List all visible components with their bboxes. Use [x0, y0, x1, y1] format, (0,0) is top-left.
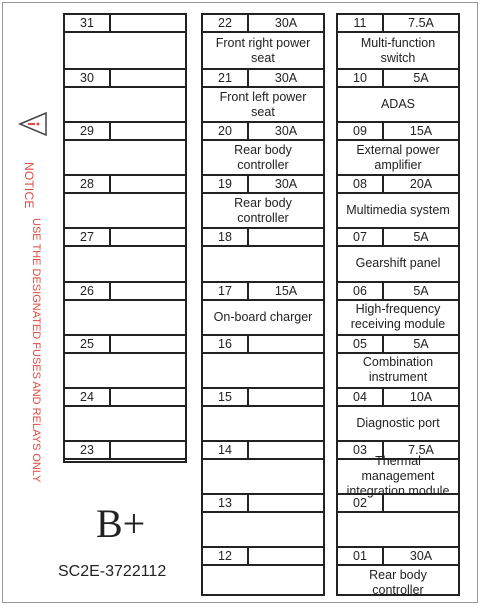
fuse-header: [338, 123, 458, 141]
fuse-number: 26: [65, 283, 111, 299]
fuse-amperage: [249, 548, 323, 564]
part-number: SC2E-3722112: [58, 563, 167, 580]
fuse-slot: [338, 440, 458, 498]
fuse-slot: [65, 440, 185, 493]
fuse-slot: [203, 493, 323, 546]
fuse-amperage: 10A: [409, 389, 433, 404]
fuse-slot: [65, 121, 185, 174]
fuse-slot: [203, 121, 323, 174]
fuse-number: 25: [65, 336, 111, 352]
fuse-header: [338, 336, 458, 354]
fuse-number: 23: [65, 442, 111, 458]
fuse-label: Multi-function switch: [360, 35, 436, 65]
fuse-amperage: 30A: [274, 16, 298, 30]
fuse-slot: [65, 387, 185, 440]
fuse-slot: [203, 15, 323, 68]
fuse-label: Front right power seat: [215, 35, 311, 65]
fuse-header: [203, 70, 323, 88]
fuse-slot: [338, 387, 458, 440]
fuse-number: 27: [65, 229, 111, 245]
fuse-header: [65, 70, 185, 88]
fuse-header: [338, 229, 458, 247]
fuse-amperage: [249, 495, 323, 511]
fuse-amperage: [111, 123, 185, 139]
fuse-column-left: [63, 13, 187, 463]
fuse-amperage: [111, 442, 185, 458]
fuse-slot: [338, 121, 458, 174]
fuse-slot: [203, 174, 323, 227]
fuse-slot: [65, 68, 185, 121]
fuse-amperage: 30A: [274, 124, 298, 139]
fuse-header: [203, 283, 323, 301]
fuse-number: 09: [338, 123, 384, 139]
fuse-number: 29: [65, 123, 111, 139]
fuse-slot: [203, 68, 323, 121]
fuse-number: 19: [203, 176, 249, 192]
fuse-label: ADAS: [380, 97, 416, 112]
fuse-label: [203, 566, 323, 599]
fuse-amperage: 30A: [274, 71, 298, 86]
fuse-header: [338, 389, 458, 407]
notice-text: USE THE DESIGNATED FUSES AND RELAYS ONLY: [30, 218, 42, 483]
fuse-header: [203, 176, 323, 194]
fuse-slot: [203, 440, 323, 493]
fuse-label: Gearshift panel: [355, 256, 441, 271]
fuse-number: 24: [65, 389, 111, 405]
fuse-header: [338, 70, 458, 88]
fuse-label: Combination instrument: [362, 355, 434, 385]
fuse-header: [338, 283, 458, 301]
fuse-amperage: 15A: [409, 124, 433, 139]
fuse-column-middle: [201, 13, 325, 596]
fuse-amperage: 30A: [274, 177, 298, 192]
fuse-header: [203, 389, 323, 407]
fuse-label: External power amplifier: [356, 142, 440, 172]
fuse-header: [65, 336, 185, 354]
fuse-slot: [338, 281, 458, 334]
fuse-amperage: [384, 495, 458, 511]
fuse-slot: [203, 227, 323, 280]
fuse-slot: [338, 334, 458, 387]
fuse-header: [65, 15, 185, 33]
fuse-slot: [203, 281, 323, 334]
fuse-slot: [203, 334, 323, 387]
fuse-header: [65, 389, 185, 407]
fuse-header: [65, 176, 185, 194]
fuse-number: 30: [65, 70, 111, 86]
fuse-label: Rear body controller: [234, 195, 292, 225]
fuse-label: [203, 247, 323, 280]
fuse-label: Rear body controller: [234, 142, 292, 172]
fuse-amperage: [249, 229, 323, 245]
fuse-amperage: 5A: [413, 71, 429, 86]
fuse-label: Diagnostic port: [356, 415, 440, 430]
fuse-header: [203, 495, 323, 513]
fuse-slot: [338, 174, 458, 227]
fuse-header: [338, 176, 458, 194]
fuse-amperage: [249, 336, 323, 352]
fuse-number: 12: [203, 548, 249, 564]
fuse-label: Rear body controller: [369, 567, 427, 597]
fuse-number: 18: [203, 229, 249, 245]
fuse-number: 13: [203, 495, 249, 511]
fuse-slot: [203, 546, 323, 599]
fuse-amperage: 5A: [413, 283, 429, 298]
fuse-header: [203, 442, 323, 460]
fuse-amperage: 30A: [409, 549, 433, 563]
fuse-number: 28: [65, 176, 111, 192]
fuse-slot: [65, 174, 185, 227]
fuse-amperage: [111, 283, 185, 299]
fuse-number: 15: [203, 389, 249, 405]
fuse-slot: [65, 227, 185, 280]
fuse-slot: [65, 15, 185, 68]
fuse-amperage: 20A: [409, 177, 433, 192]
fuse-amperage: 7.5A: [408, 442, 434, 457]
fuse-header: [65, 123, 185, 141]
fuse-number: 11: [338, 15, 384, 31]
fuse-label: Multimedia system: [346, 203, 450, 218]
fuse-amperage: 15A: [274, 283, 298, 298]
fuse-label: [203, 354, 323, 387]
fuse-header: [338, 495, 458, 513]
notice-title: NOTICE: [22, 162, 36, 209]
fuse-slot: [65, 334, 185, 387]
fuse-number: 16: [203, 336, 249, 352]
fuse-slot: [338, 546, 458, 599]
fuse-number: 02: [338, 495, 384, 511]
fuse-header: [203, 336, 323, 354]
fuse-amperage: [111, 229, 185, 245]
fuse-amperage: [111, 176, 185, 192]
fuse-label: [203, 460, 323, 493]
fuse-number: 04: [338, 389, 384, 405]
fuse-slot: [65, 281, 185, 334]
fuse-amperage: [111, 389, 185, 405]
fuse-amperage: [111, 336, 185, 352]
fuse-header: [203, 229, 323, 247]
fuse-slot: [338, 15, 458, 68]
fuse-label: [203, 513, 323, 546]
fuse-header: [203, 548, 323, 566]
fuse-label: Front left power seat: [219, 89, 307, 119]
fuse-number: 22: [203, 15, 249, 31]
fuse-number: 21: [203, 70, 249, 86]
fuse-header: [203, 123, 323, 141]
fuse-slot: [338, 493, 458, 546]
fuse-amperage: 7.5A: [408, 16, 434, 30]
fuse-number: 10: [338, 70, 384, 86]
fuse-slot: [338, 68, 458, 121]
box-label: B+: [96, 501, 146, 546]
fuse-amperage: 5A: [413, 336, 429, 351]
fuse-header: [338, 15, 458, 33]
fuse-number: 31: [65, 15, 111, 31]
fuse-number: 05: [338, 336, 384, 352]
fuse-number: 03: [338, 442, 384, 458]
fuse-number: 06: [338, 283, 384, 299]
fuse-amperage: 5A: [413, 230, 429, 245]
fuse-number: 08: [338, 176, 384, 192]
fuse-header: [65, 283, 185, 301]
fuse-header: [65, 442, 185, 460]
fuse-label: Thermal management integration module: [346, 453, 450, 498]
fuse-number: 14: [203, 442, 249, 458]
fuse-column-right: [336, 13, 460, 596]
fuse-amperage: [111, 15, 185, 31]
fuse-slot: [203, 387, 323, 440]
fuse-number: 17: [203, 283, 249, 299]
fuse-number: 01: [338, 548, 384, 564]
warning-triangle-icon: [18, 111, 48, 142]
fuse-header: [203, 15, 323, 33]
fuse-label: High-frequency receiving module: [350, 302, 446, 332]
fuse-slot: [338, 227, 458, 280]
fuse-header: [338, 548, 458, 566]
fuse-amperage: [111, 70, 185, 86]
fuse-number: 07: [338, 229, 384, 245]
fuse-header: [65, 229, 185, 247]
fuse-label: On-board charger: [213, 309, 313, 324]
fuse-label: [338, 513, 458, 546]
fuse-number: 20: [203, 123, 249, 139]
fuse-label: [203, 407, 323, 440]
fuse-amperage: [249, 442, 323, 458]
fuse-amperage: [249, 389, 323, 405]
